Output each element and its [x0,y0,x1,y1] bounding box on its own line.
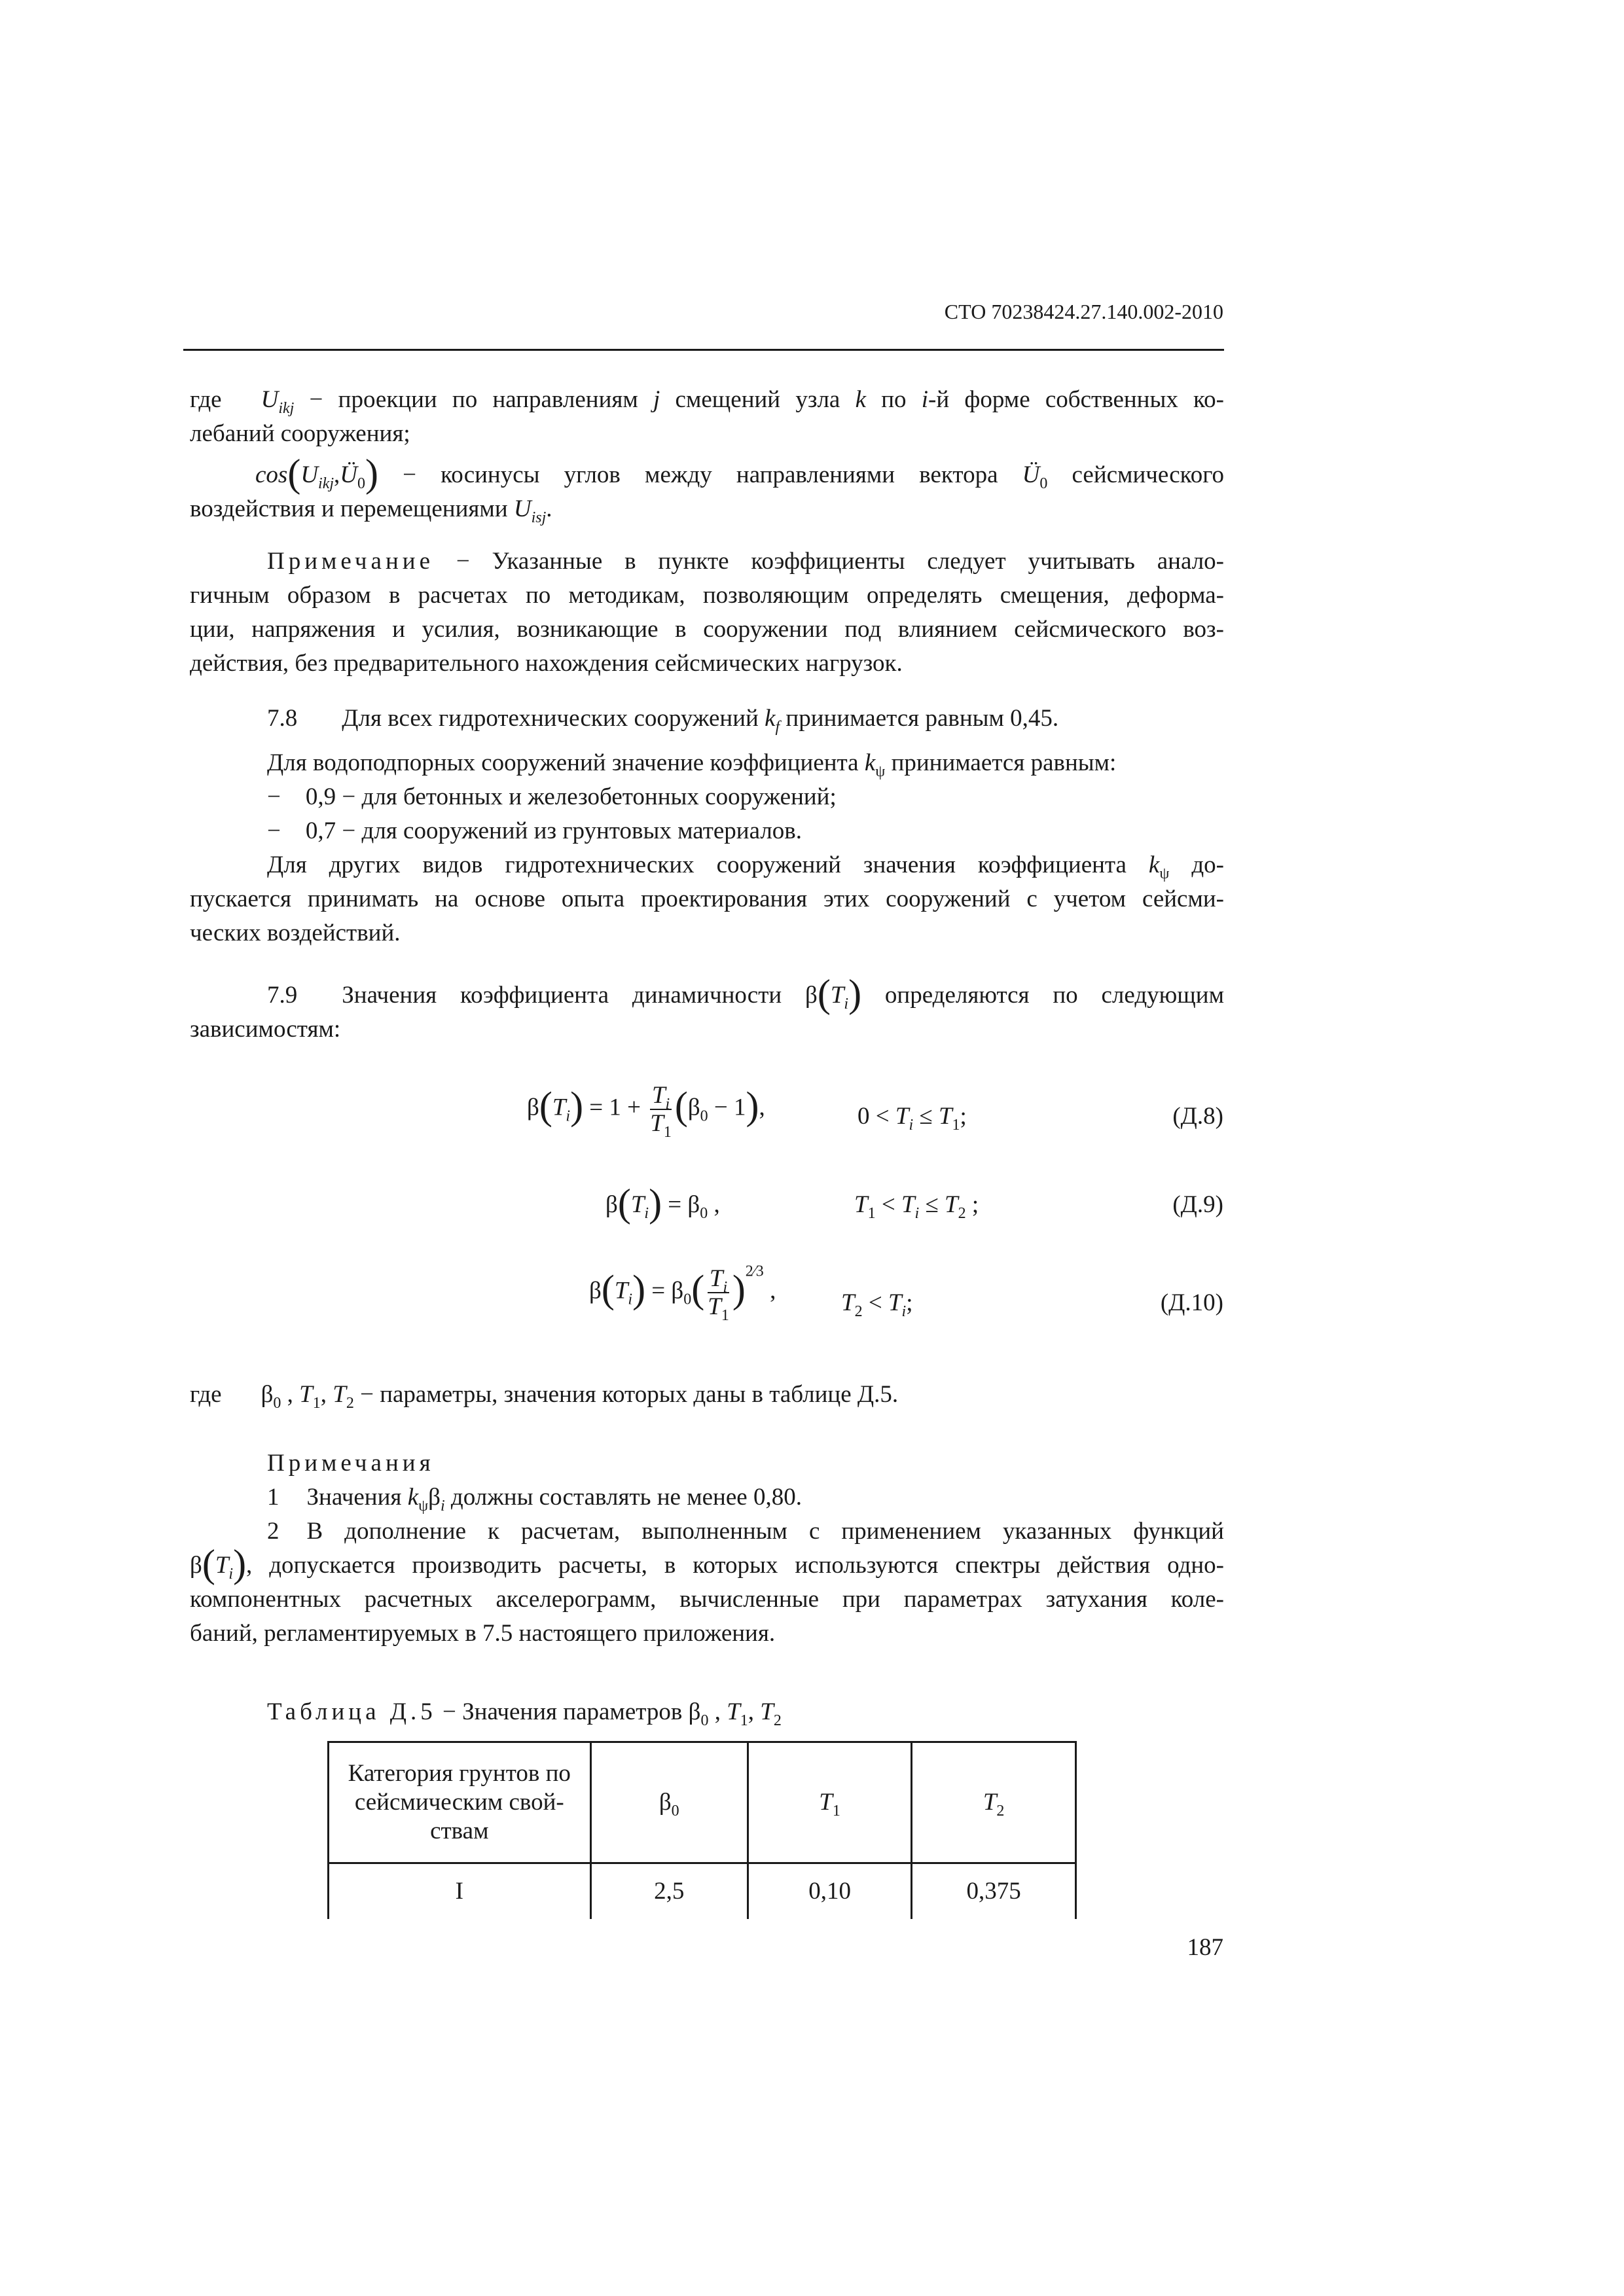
formula-d9-number: (Д.9) [1172,1191,1223,1218]
section-7-8-body: Для водоподпорных сооружений значение коэффициента $k_\psi$ принимается равным: − 0,9 − для бетонных и железобетонных сооружений; − 0,7 − для сооружений из грунтовых материалов. Для других видов гидротехнических сооружений значения коэффициента $k_\psi$ до- пускается принимать на основе опыта проектирования этих сооружений с учетом сейсми- ческих воздействий. [190,749,1224,946]
formula-d8-number: (Д.8) [1172,1103,1223,1130]
section-7-8: 7.8 Для всех гидротехнических сооружений $k_f$ принимается равным 0,45. [267,705,1059,736]
section-7-9: 7.9 Значения коэффициента динамичности $\beta(T_i)$ определяются по следующим зависимостям: [190,972,1224,1043]
page-number: 187 [1187,1934,1223,1961]
header-rule [183,349,1224,351]
bullet-item: − 0,9 − для бетонных и железобетонных сооружений; [267,783,837,810]
cell-t1: 0,10 [748,1863,911,1919]
formula-d8-condition: $0 < T_i \le T_1$; [857,1103,967,1134]
notes-2: Примечания 1 Значения $k_\psi\beta_i$ должны составлять не менее 0,80. 2 В дополнение к расчетам, выполненным с применением указанных функций $\beta(T_i)$, допускается производить расчеты, в которых используются спектры действия одно- компонентных расчетных акселерограмм, вычисленные при параметрах затухания коле- баний, регламентируемых в 7.5 настоящего приложения. [190,1450,1224,1647]
document-code: СТО 70238424.27.140.002-2010 [944,300,1223,323]
table-header-row [329,1742,1076,1863]
header-category: Категория грунтов по сейсмическим свой- ствам [329,1742,591,1863]
header-t2: $T_2$ [912,1742,1076,1863]
formula-d10: $\beta(T_i) = \beta_0$( $\frac{T_i}{T_1}$ )$^{2⁄3}$ , [589,1263,776,1324]
definition-cos: $\cos(U_{ikj},Ü_0)$ − косинусы углов между направлениями вектора $Ü_0$ сейсмического воздействия и перемещениями $U_{isj}$. [190,452,1225,526]
definition-u-ikj: где $U_{ikj}$ − проекции по направлениям j смещений узла k по i-й форме собственных ко- лебаний сооружения; [190,386,1224,447]
formula-d9-condition: $T_1 < T_i \le T_2$ ; [854,1191,979,1222]
parameters-table [327,1741,1077,1919]
formula-d10-number: (Д.10) [1160,1289,1223,1316]
cell-beta0: 2,5 [590,1863,748,1919]
table-row [329,1863,1076,1919]
formula-d8: $\beta(T_i) = 1$ + $\frac{T_i}{T_1}$ $(\beta_0 - 1)$, [527,1082,765,1141]
header-beta0: $\beta_0$ [590,1742,748,1863]
table-caption: Таблица Д.5 − Значения параметров $\beta_0$ , $T_1$, $T_2$ [267,1698,782,1729]
formula-d10-condition: $T_2 < T_i$; [841,1289,913,1320]
header-t1: $T_1$ [748,1742,911,1863]
note-1: Примечание − Указанные в пункте коэффициенты следует учитывать анало- гичным образом в расчетах по методикам, позволяющим определять смещения, деформа- ции, напряжения и усилия, возникающие в сооружении под влиянием сейсмического воз- действия, без предварительного нахождения сейсмических нагрузок. [190,548,1224,677]
cell-category: I [329,1863,591,1919]
formula-d9: $\beta(T_i) = \beta_0$ , [605,1181,720,1225]
bullet-item: − 0,7 − для сооружений из грунтовых материалов. [267,817,803,844]
cell-t2: 0,375 [912,1863,1076,1919]
definition-parameters: где $\beta_0$ , $T_1$, $T_2$ − параметры, значения которых даны в таблице Д.5. [190,1381,899,1412]
